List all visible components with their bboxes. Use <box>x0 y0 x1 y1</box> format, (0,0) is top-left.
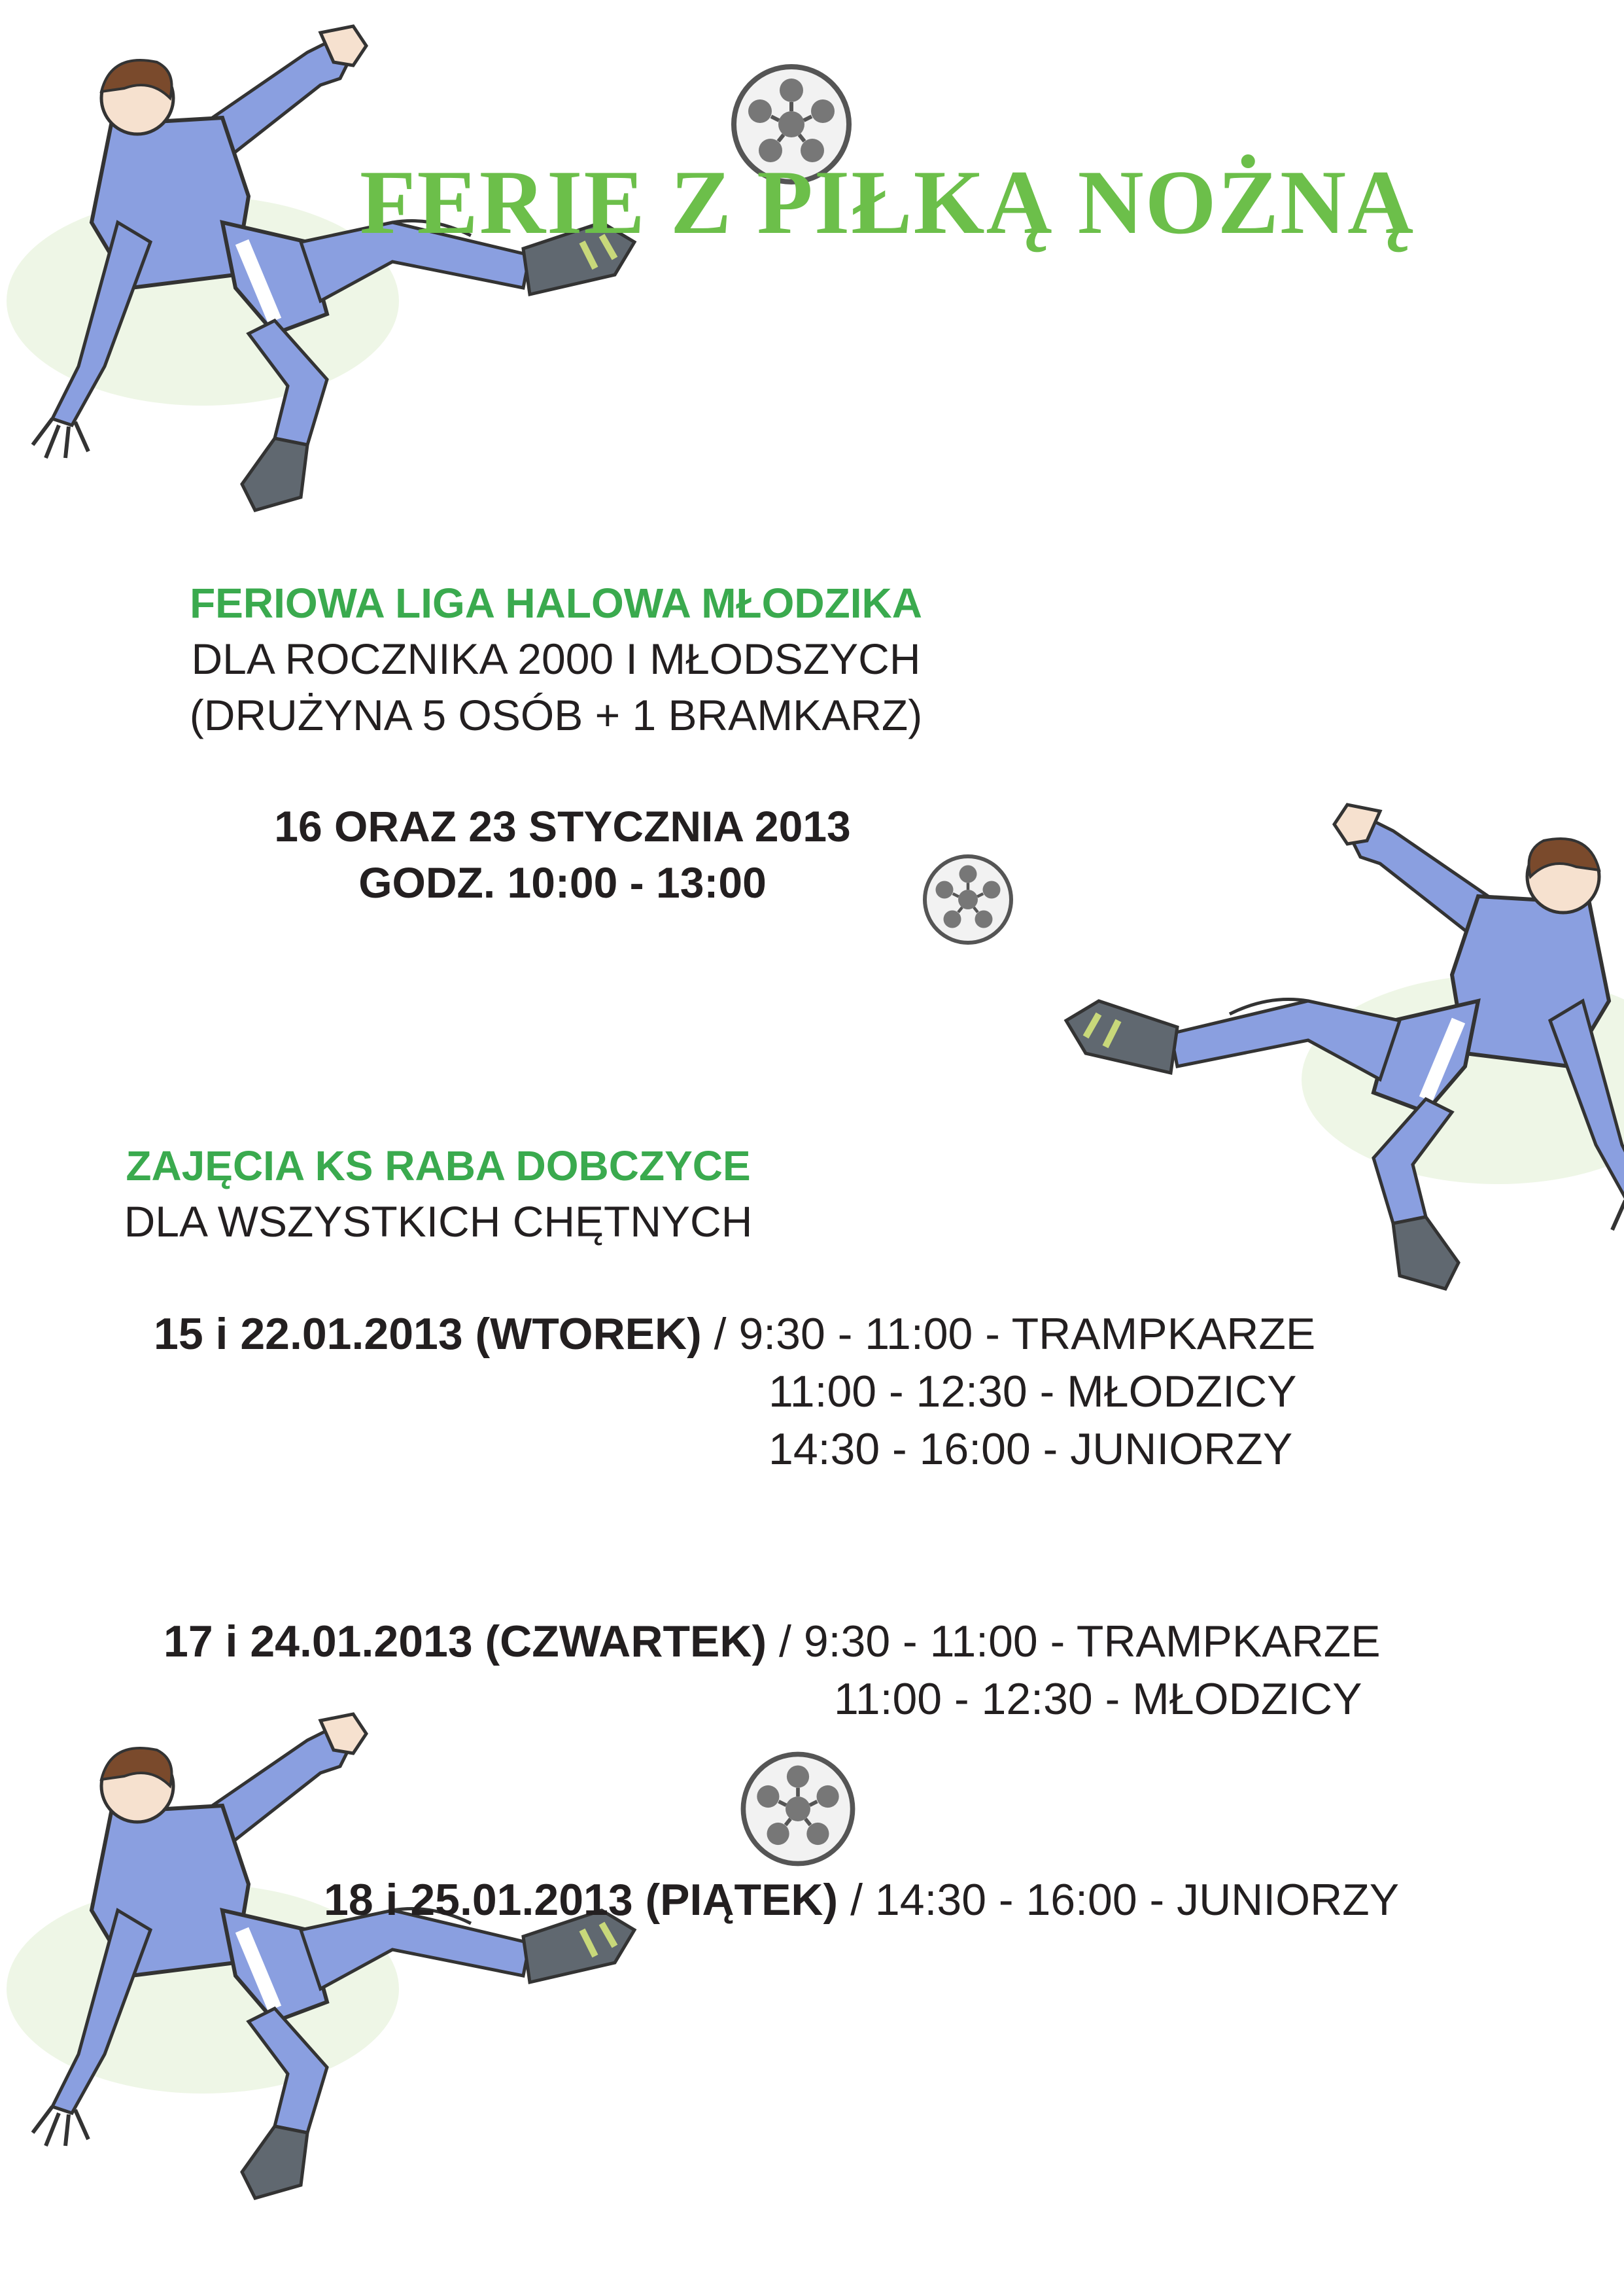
soccer-player-illustration <box>26 1714 680 2237</box>
schedule-slot: 9:30 - 11:00 - TRAMPKARZE <box>738 1309 1316 1359</box>
league-dates: 16 ORAZ 23 STYCZNIA 2013 <box>274 802 851 850</box>
league-hours: GODZ. 10:00 - 13:00 <box>358 858 767 907</box>
league-datetime <box>0 798 1125 911</box>
league-heading: FERIOWA LIGA HALOWA MŁODZIKA <box>190 580 922 627</box>
schedule-slot: 9:30 - 11:00 - TRAMPKARZE <box>803 1617 1381 1666</box>
schedule-slot: 11:00 - 12:30 - MŁODZICY <box>769 1367 1297 1416</box>
soccer-player-illustration <box>26 26 680 550</box>
schedule-slot: 11:00 - 12:30 - MŁODZICY <box>834 1674 1362 1724</box>
schedule-separator: / <box>767 1617 804 1666</box>
classes-heading: ZAJĘCIA KS RABA DOBCZYCE <box>126 1142 751 1189</box>
classes-subheading: DLA WSZYSTKICH CHĘTNYCH <box>124 1197 753 1246</box>
schedule-row <box>164 1613 1381 1670</box>
schedule-day: 17 i 24.01.2013 (CZWARTEK) <box>164 1617 767 1666</box>
schedule-day: 18 i 25.01.2013 (PIĄTEK) <box>324 1875 838 1925</box>
league-block <box>0 576 1112 743</box>
classes-block <box>0 1138 876 1250</box>
schedule-slot: 14:30 - 16:00 - JUNIORZY <box>874 1875 1400 1925</box>
schedule-row <box>324 1871 1399 1929</box>
schedule-separator: / <box>701 1309 739 1359</box>
league-age-line: DLA ROCZNIKA 2000 I MŁODSZYCH <box>191 635 921 683</box>
soccer-ball-icon <box>736 1747 860 1871</box>
schedule-separator: / <box>838 1875 875 1925</box>
schedule-day: 15 i 22.01.2013 (WTOREK) <box>154 1309 702 1359</box>
league-team-line: (DRUŻYNA 5 OSÓB + 1 BRAMKARZ) <box>189 691 923 739</box>
schedule-row <box>154 1305 1315 1363</box>
page-title: FERIE Z PIŁKĄ NOŻNĄ <box>360 152 1415 253</box>
schedule-slot: 14:30 - 16:00 - JUNIORZY <box>769 1424 1293 1474</box>
